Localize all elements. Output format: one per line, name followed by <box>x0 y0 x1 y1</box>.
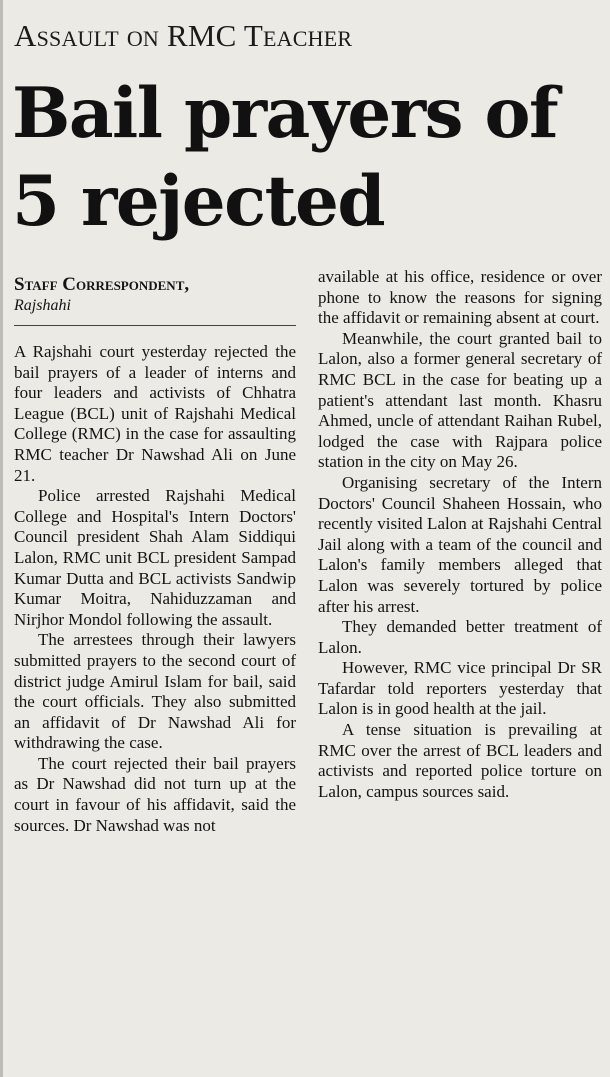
headline-line: 5 rejected <box>12 161 385 242</box>
byline <box>14 274 296 316</box>
paragraph: A tense situation is prevailing at RMC over the arrest of BCL leaders and activists and reported police torture on Lalon, campus sources said. <box>318 720 602 801</box>
headline <box>12 70 606 246</box>
paragraph: They demanded better treatment of Lalon. <box>318 617 602 657</box>
byline-place: Rajshahi <box>14 297 71 314</box>
paragraph: The court rejected their bail prayers as Dr Nawshad did not turn up at the court in favour of his affidavit, said the sources. Dr Nawshad was not <box>14 753 296 835</box>
paragraph: A Rajshahi court yesterday rejected the bail prayers of a leader of interns and four leaders and activists of Chhatra League (BCL) unit of Rajshahi Medical College (RMC) in the case for assaulting RMC teacher Dr Nawshad Ali on June 21. <box>14 342 296 485</box>
byline-divider <box>14 325 296 326</box>
paragraph: However, RMC vice principal Dr SR Tafardar told reporters yesterday that Lalon is in good health at the jail. <box>318 658 602 719</box>
byline-name: Staff Correspondent, <box>14 274 190 295</box>
article-column-left <box>14 342 296 836</box>
paragraph: available at his office, residence or over phone to know the reasons for signing the affidavit or remaining absent at court. <box>318 267 602 328</box>
article-column-right <box>318 267 602 802</box>
paragraph: Meanwhile, the court granted bail to Lalon, also a former general secretary of RMC BCL in the case for beating up a patient's attendant last month. Khasru Ahmed, uncle of attendant Raihan Rubel, lodged the case with Rajpara police station in the city on May 26. <box>318 328 602 472</box>
column-rule <box>0 0 3 1077</box>
headline-line: Bail prayers of <box>12 73 558 154</box>
paragraph: The arrestees through their lawyers submitted prayers to the second court of district judge Amirul Islam for bail, said the court officials. They also submitted an affidavit of Dr Nawshad Ali for withdrawing the case. <box>14 630 296 753</box>
paragraph: Police arrested Rajshahi Medical College and Hospital's Intern Doctors' Council president Shah Alam Siddiqui Lalon, RMC unit BCL president Sampad Kumar Dutta and BCL activists Sandwip Kumar Moitra, Nahiduzzaman and Nirjhor Mondol following the assault. <box>14 486 296 629</box>
paragraph: Organising secretary of the Intern Doctors' Council Shaheen Hossain, who recently visited Lalon at Rajshahi Central Jail along with a team of the council and Lalon's family members alleged that Lalon was severely tortured by police after his arrest. <box>318 472 602 616</box>
kicker: Assault on RMC Teacher <box>14 18 353 53</box>
